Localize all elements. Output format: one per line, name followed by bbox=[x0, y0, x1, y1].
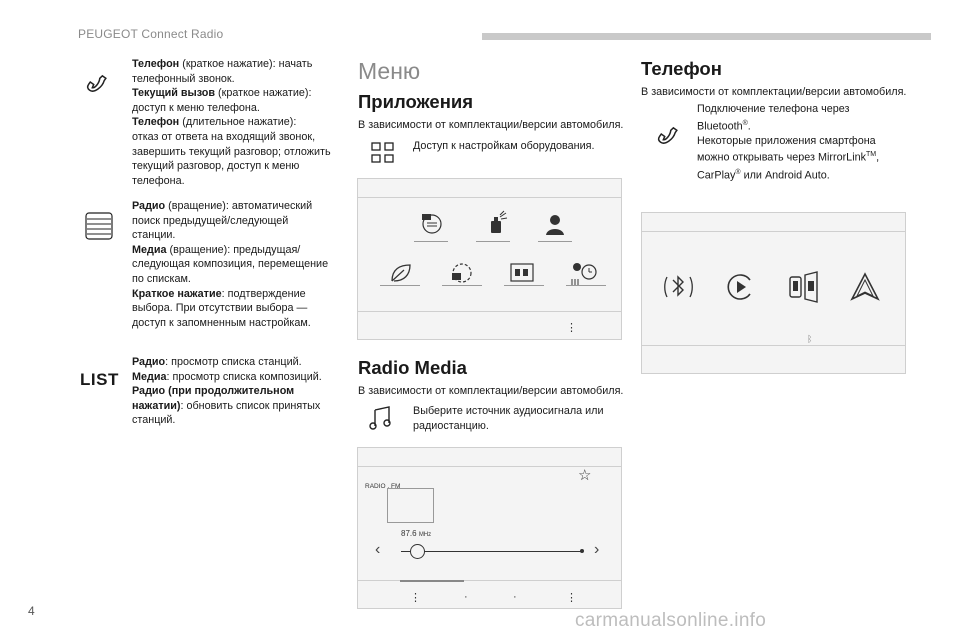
header-title: PEUGEOT Connect Radio bbox=[78, 27, 224, 41]
phone-icon bbox=[82, 66, 110, 94]
programming-icon bbox=[448, 259, 476, 287]
phone-description: Телефон (краткое нажатие): начать телефонный звонок. Текущий вызов (краткое нажатие): доступ к меню телефона. Телефон (длительное нажатие): отказ от ответа на входящий звонок, завершить текущий разговор; отложить текущий разговор, доступ к меню телефона. bbox=[132, 58, 331, 187]
frequency-readout bbox=[401, 529, 431, 538]
frequency-value: 87.6 bbox=[401, 529, 417, 538]
radio-media-note: В зависимости от комплектации/версии автомобиля. bbox=[358, 385, 624, 397]
bluetooth-status-icon: ᛒ bbox=[807, 334, 813, 344]
apps-description: Доступ к настройкам оборудования. bbox=[413, 140, 595, 152]
radio-dot-button[interactable]: · bbox=[464, 591, 468, 603]
telephone-screen bbox=[641, 212, 906, 374]
time-settings-icon bbox=[568, 259, 598, 287]
seek-back-icon[interactable]: ‹ bbox=[375, 541, 381, 558]
frequency-unit: MHz bbox=[418, 532, 432, 538]
apps-heading: Приложения bbox=[358, 91, 474, 112]
phone-icon bbox=[653, 118, 681, 146]
apps-note: В зависимости от комплектации/версии автомобиля. bbox=[358, 119, 624, 131]
active-tab-indicator bbox=[400, 580, 464, 582]
eco-icon bbox=[386, 259, 414, 287]
carplay-icon[interactable] bbox=[787, 270, 821, 304]
driver-profile-icon bbox=[541, 211, 569, 237]
music-note-icon bbox=[369, 404, 393, 430]
operating-mode-icon bbox=[508, 261, 536, 285]
header-rule bbox=[482, 33, 931, 40]
radio-media-description: Выберите источник аудиосигнала или радиостанцию. bbox=[413, 405, 604, 432]
telephone-heading: Телефон bbox=[641, 58, 722, 79]
knob-icon bbox=[83, 211, 115, 241]
radio-list-button[interactable]: ⋮ bbox=[410, 592, 421, 604]
favorite-star-icon[interactable]: ☆ bbox=[578, 467, 592, 484]
radio-screen bbox=[357, 447, 622, 609]
watermark: carmanualsonline.info bbox=[575, 610, 767, 631]
mirrorlink-icon[interactable] bbox=[724, 271, 756, 303]
bluetooth-icon[interactable] bbox=[662, 271, 696, 303]
seek-forward-icon[interactable]: › bbox=[594, 541, 600, 558]
frequency-slider-thumb[interactable] bbox=[410, 544, 425, 559]
fragrance-icon bbox=[483, 209, 509, 237]
station-artwork bbox=[387, 488, 434, 523]
list-icon: LIST bbox=[80, 370, 119, 389]
radio-dot-button[interactable]: · bbox=[513, 591, 517, 603]
telephone-note: В зависимости от комплектации/версии автомобиля. bbox=[641, 86, 907, 98]
connected-services-icon bbox=[418, 211, 446, 237]
apps-screen bbox=[357, 178, 622, 340]
band-label: RADIO . FM bbox=[365, 483, 401, 490]
more-options-icon[interactable]: ⋮ bbox=[566, 322, 577, 334]
radio-media-heading: Radio Media bbox=[358, 357, 467, 378]
menu-heading: Меню bbox=[358, 58, 421, 84]
telephone-description: Подключение телефона через Bluetooth®. Некоторые приложения смартфона можно открывать через MirrorLink™, CarPlay® или Android Auto. bbox=[697, 103, 880, 182]
list-description: Радио: просмотр списка станций. Медиа: просмотр списка композиций. Радио (при продолжительном нажатии): обновить список принятых станций. bbox=[132, 356, 322, 427]
page-number: 4 bbox=[28, 604, 35, 618]
apps-grid-icon bbox=[370, 141, 396, 165]
knob-description: Радио (вращение): автоматический поиск предыдущей/следующей станции. Медиа (вращение): предыдущая/ следующая композиция, перемещение по спискам. Краткое нажатие: подтверждение выбора. При отсутствии выбора — доступ к запомненным настройкам. bbox=[132, 200, 329, 329]
android-auto-icon[interactable] bbox=[848, 271, 882, 303]
radio-options-button[interactable]: ⋮ bbox=[566, 592, 577, 604]
frequency-slider-track[interactable] bbox=[401, 551, 583, 552]
slider-end-dot bbox=[580, 549, 584, 553]
